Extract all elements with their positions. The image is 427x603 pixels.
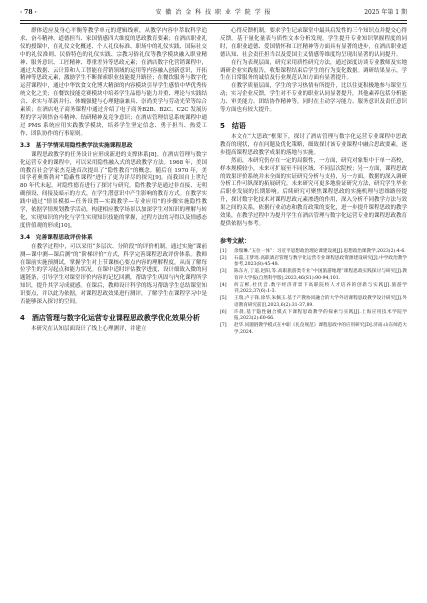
reference-text: 王瑞,卢子锋,徐华,朱佩玉.基于产教协同融合的大学外语课程思政教学设计研究[J].外语教育研究前沿,2023,6(2):31-37,89. bbox=[234, 296, 407, 308]
reference-text: 许晨,基于隐性融合模式下课程思政教学的探索与实践[J].上海应用技术学院学报,2023(2):60-66. bbox=[234, 309, 407, 322]
body-paragraph: 在教学质量层面，学生的学习热情有所提升，比以往更积极地参与课堂互动；实习企业反馈，学生对不专业的职业认同显著提升，其他素养包括分析能力、审美能力、团结协作精神等，同时在主动学习能力、服务意识及责任意识等方面也有较大提升。 bbox=[220, 83, 408, 114]
reference-text: 余瑞琳.“五位一体”：习近平思想政治理论课建设观[J].思想政治课教学,2023(2):4-6. bbox=[234, 248, 406, 254]
page-number: · 78 · bbox=[20, 9, 37, 16]
left-column bbox=[20, 28, 207, 334]
reference-text: 何言彬,杜伏音.数字经济背景下高职院校人才培养的创新与实践[J].旅游学刊,2022,37(6):1-3. bbox=[234, 282, 407, 295]
body-paragraph: 在教学过程中，可以采用“多层次、分阶段”的评价机制，通过实施“课前测—课中测—课后测”的“阶梯评价”方式，科学完善课程思政评价体系。教师在课前实施预测试，掌握学生对上节课核心要点内容的理解程度，从而了解每位学生的学习起点和能力状况。在课中适时评估教学进度，设计细致入微的问题链条，引导学生对课堂评价内容的记忆回溯，帮助学生巩固与内化课程所学知识，提升其学习成就感。在课后，教师设计科学的练习帮助学生总结课堂知识要点，并以此为依据，对课程思政效果进行测评，了解学生在课程学习中是否能够深入探讨的空间。 bbox=[20, 243, 208, 306]
reference-item bbox=[220, 269, 407, 282]
body-paragraph: 本研究在认知层面设计了线上心理测评，并建立 bbox=[31, 326, 147, 332]
body-paragraph: 课程思政教学的任务设计应形成新进的支撑体系[8]。在酒店管理与数字化运营专业的课程中，可以采用隐性融入式的思政教学方法。1968 年，美国的教育社会学家杰克逊首次提出了“隐性教育”的概念。随后在 1970 年，美国学者奥斯勃对“隐蔽性课程”进行了更为详尽的探究[9]。而我国自上世纪 80 年代末起，对隐性德育进行了探讨与研究。隐性教学是通过非直接、无明确预设、间接及暗示的方式，在学生潜意识中产生影响的教育方式。在教学实践中通过“情景模拟—任务设置—实践教学—专业应用”的步骤实施隐性教学，依据学情规划教学活动，构建相应教学场景以加深学生对知识的理解与转化，实现知识的内化与学生实现知识技能的掌握，过程方法的习得以及情感态度价值观的形成[10]。 bbox=[20, 151, 208, 229]
subsection-heading: 3.3 基于学情采用隐性教学法实施课程思政 bbox=[20, 142, 133, 149]
body-paragraph: 然而，本研究仍存在一定的局限性，一方面，研究对象集中于单一高校，样本规模较小，未来可扩展至不同区域、不同层次院校；另一方面，课程思政的效果评价系统并未全面的实证研究分析与支持，另一方面，数据的深入调研分析工作可纵深的拓展研究。未来研究可更多地验证研究方法，研究学生毕业后职业发展的长期影响。后续研究可聚焦课程思政的实施机理与思维路径提升，探讨数字化技术对课程思政元素渗透的作用，深入分析不同教学方法与效果之间的关系，依据行业动态和教育政策的变化，进一步提升课程思政的教学效果，在教学过程中为提升学生在酒店管理与数字化运营专业的课程思政教育提供依据与参考。 bbox=[220, 157, 408, 227]
reference-item bbox=[220, 249, 407, 256]
header-rule-thin bbox=[20, 23, 407, 24]
reference-list bbox=[220, 249, 407, 337]
references-heading: 参考文献： bbox=[220, 237, 251, 245]
reference-text: 赵华.问题链教学模式在中职《礼仪规范》课程思政中的应用研究[D].济南:山东师范大学,2024. bbox=[234, 323, 407, 335]
reference-text: 陈东方,丁道,赵阳,等.高职旅游类专业“中国旅游地理”课程思政实践探讨与研究[J].教育评大学报(自然科学版),2023,46(S1):90-94,101. bbox=[234, 269, 407, 281]
section-heading: 5 结语 bbox=[220, 121, 246, 130]
right-column bbox=[220, 28, 407, 337]
reference-number: [5] bbox=[220, 296, 227, 302]
reference-number: [3] bbox=[220, 269, 227, 275]
reference-number: [1] bbox=[220, 248, 227, 254]
reference-item bbox=[220, 283, 407, 296]
journal-title: 安 徽 冶 金 科 技 职 业 学 院 学 报 bbox=[155, 9, 272, 16]
body-paragraph: 群体适应及身心平衡等教学单元的逻辑线索，从教学内容中萃取科学追求、奋斗精神、道德担当、家国情感四大维度的思政教育要素；在酒店职业礼仪的授课中，在礼仪文化概述、个人礼仪标准、职场中的礼仪实践、国际社交中的礼仪准则、民俗特色的礼仪实践、宗教习俗礼仪等教学模块融入职业精神、服务意识、工匠精神、尊重差异等思政元素；在酒店数字化营销课程中，通过大数据、云计算和人工智能在营销领域的运用等内容融入创新意识，开拓精神等思政元素，激励学生不断探索职业技能提升路径；在餐饮服务与数字化运营课程中，通过中华饮食文化博大精深的内容模块引导学生感悟中华优秀传统文化之美；在餐饮技能竞赛模块中培养学生品德与能力并重、理论与实践结合、求实与革新并行、体魄强健与心理健康兼具、崇尚美学与劳动光荣等综合素质；在酒店电子商务课程中通过介绍了电子商务B2B、B2C、C2C 发展历程的学习领悟奋斗精神、钻研精神及竞争意识；在酒店管理信息系统课程中通过 PMS 系统应用实践教学模块，培养学生坚定信念、勇于担当、热爱工作、团队协作的行事原则。 bbox=[20, 28, 208, 137]
body-paragraph: 在行为表现层面，研究采用质性研究方法，通过深度访谈专业教师及实地调研企业实践报告，收集课程结束后学生的行为变化数据。调研结果显示，学生在日常服务的诚信及行业规范认知方面有显著提升。 bbox=[220, 59, 408, 82]
issue-label: 2025 年第 1 期 bbox=[364, 9, 407, 16]
running-header bbox=[20, 7, 407, 19]
reference-item bbox=[220, 296, 407, 309]
header-rule bbox=[20, 20, 407, 21]
reference-item bbox=[220, 310, 407, 323]
reference-item bbox=[220, 256, 407, 269]
reference-number: [6] bbox=[220, 309, 227, 315]
reference-number: [7] bbox=[220, 323, 227, 329]
section-heading: 4 酒店管理与数字化运营专业课程思政教学优化效果分析 bbox=[20, 314, 200, 322]
reference-item bbox=[220, 323, 407, 336]
reference-number: [2] bbox=[220, 255, 227, 261]
subsection-heading: 3.4 完善课程思政评价体系 bbox=[20, 234, 93, 241]
reference-number: [4] bbox=[220, 282, 227, 288]
reference-text: 石磊,王梦瑶.高职酒店管理与数字化运营专业课程思政资源建设研究[J].中学政治教学参考,2023(8):45-48. bbox=[234, 255, 407, 268]
body-paragraph: 心得反馈机制，要求学生记录课堂中最具启发性的三个知识点并提交心得反馈。基于量化量表与质性文本分析发现，学生提升专业知识掌握程度的同时，在职业道德、爱国情怀和工匠精神等方面具有显著的进步，在酒店职业道德认知、社会责任担当以及爱国主义情感等维度均呈现出显著的认同提升。 bbox=[220, 28, 408, 58]
body-paragraph: 本文在“大思政”框架下，探讨了酒店管理与数字化运营专业课程中思政教育的现状，存在问题及优化策略，细致探讨该专业课程中融合思政要素，逐步提高课程思政教学成果的落地与实施。 bbox=[220, 133, 408, 156]
